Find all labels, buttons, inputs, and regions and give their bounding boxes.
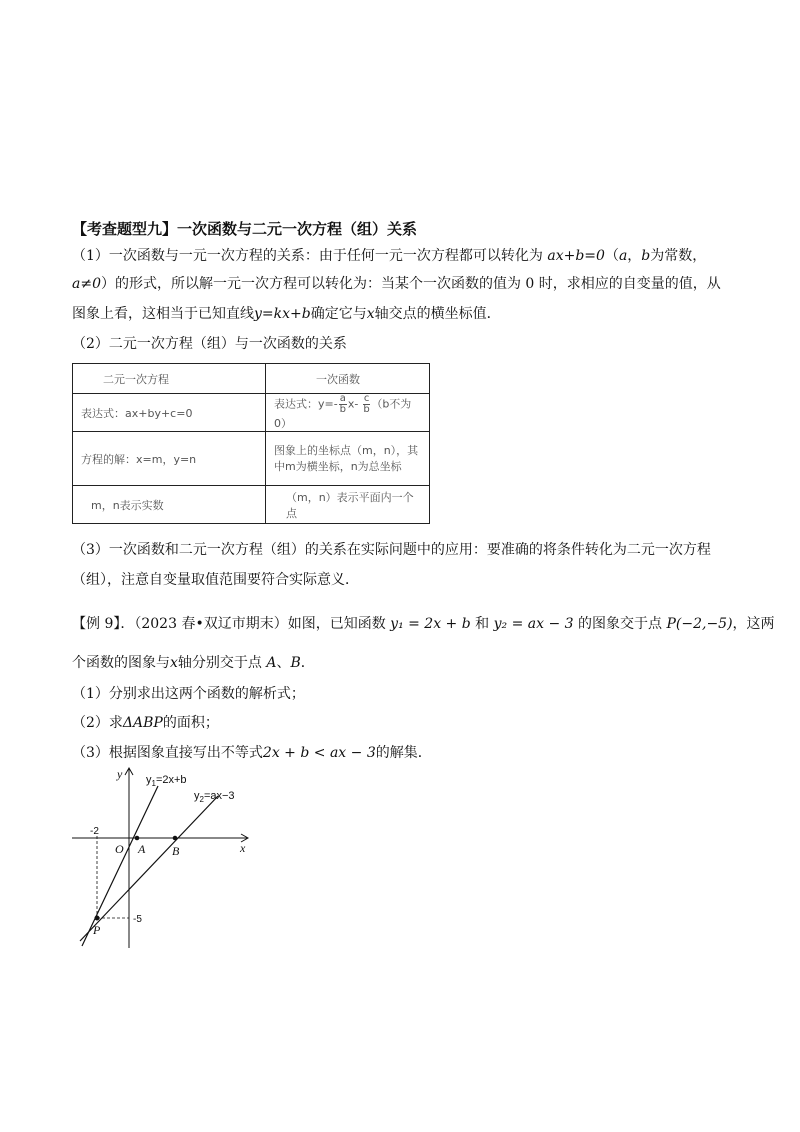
- question-3: （3）根据图象直接写出不等式2x + b < ax − 3的解集．: [72, 745, 432, 761]
- line-y1: [82, 786, 158, 946]
- example-label: 【例 9】: [72, 616, 121, 632]
- table-cell: （m，n）表示平面内一个点: [266, 486, 430, 524]
- fraction-a-over-b: $\frac{a}{b}$: [339, 393, 346, 415]
- point-a-label: A: [138, 842, 146, 856]
- function-y1: y₁ = 2x + b: [390, 616, 471, 632]
- point-p-coords: P(−2,−5): [666, 616, 733, 632]
- point-b-dot: [173, 836, 178, 841]
- table-cell: 表达式：y=- $\frac{a}{b}$ x- $\frac{c}{b}$ （b不为0）: [266, 394, 430, 432]
- function-y2: y₂ = ax − 3: [493, 616, 574, 632]
- line-y2-label: $y_2=ax-3$: [194, 790, 235, 804]
- relationship-table: [72, 363, 430, 524]
- question-2: （2）求ΔABP的面积；: [72, 715, 219, 731]
- point-p-dot: [95, 916, 100, 921]
- line-y2: [80, 796, 218, 941]
- point-a-dot: [135, 836, 140, 841]
- tick-x-label: -2: [90, 826, 99, 837]
- paragraph-1-line-1: （1）一次函数与一元一次方程的关系：由于任何一元一次方程都可以转化为 ax+b=0（a，b为常数，: [72, 248, 707, 264]
- question-1: （1）分别求出这两个函数的解析式；: [72, 686, 305, 702]
- example-line-1: 【例 9】．（2023 春•双辽市期末）如图，已知函数 y₁ = 2x + b 和 y₂ = ax − 3 的图象交于点 P(−2,−5)，这两: [72, 616, 775, 632]
- table-cell: 图象上的坐标点（m，n），其 中m为横坐标，n为总坐标: [266, 432, 430, 486]
- tick-y-label: -5: [133, 914, 142, 925]
- table-header-row: [73, 364, 430, 394]
- paragraph-1-line-3: 图象上看，这相当于已知直线y=kx+b确定它与x轴交点的横坐标值．: [72, 306, 501, 322]
- table-cell: m，n表示实数: [73, 486, 266, 524]
- heading-bracket-label: 【考查题型九】: [72, 220, 178, 238]
- table-header-cell: 一次函数: [266, 364, 430, 394]
- inequality: 2x + b < ax − 3: [262, 745, 376, 761]
- point-b-label: B: [172, 844, 180, 858]
- triangle-abp: ΔABP: [122, 715, 163, 731]
- equation-y-kx-b: y=kx+b: [254, 306, 311, 322]
- paragraph-1-line-2: a≠0）的形式，所以解一元一次方程可以转化为：当某个一次函数的值为 0 时，求相应的自变量的值，从: [72, 276, 721, 292]
- line-y1-label: $y_1=2x+b$: [146, 774, 187, 788]
- fraction-c-over-b: $\frac{c}{b}$: [363, 393, 370, 415]
- x-axis-label: x: [240, 841, 246, 855]
- paragraph-3-line-2: （组），注意自变量取值范围要符合实际意义．: [72, 572, 359, 588]
- table-row: [73, 486, 430, 524]
- origin-label: O: [115, 842, 124, 856]
- equation-ax-b: ax+b=0: [547, 248, 605, 264]
- paragraph-3-line-1: （3）一次函数和二元一次方程（组）的关系在实际问题中的应用：要准确的将条件转化为二元一次方程: [72, 542, 711, 558]
- example-line-2: 个函数的图象与x轴分别交于点 A、B．: [72, 655, 315, 671]
- table-row: [73, 394, 430, 432]
- y-axis-label: y: [117, 767, 123, 781]
- table-header-cell: 二元一次方程: [73, 364, 266, 394]
- section-heading: [72, 219, 417, 239]
- point-p-label: P: [93, 923, 101, 937]
- table-row: [73, 432, 430, 486]
- paragraph-2: （2）二元一次方程（组）与一次函数的关系: [72, 336, 347, 352]
- coordinate-graph: [72, 764, 262, 949]
- heading-title: 一次函数与二元一次方程（组）关系: [177, 220, 418, 238]
- table-cell: 表达式：ax+by+c=0: [73, 394, 266, 432]
- table-cell: 方程的解：x=m，y=n: [73, 432, 266, 486]
